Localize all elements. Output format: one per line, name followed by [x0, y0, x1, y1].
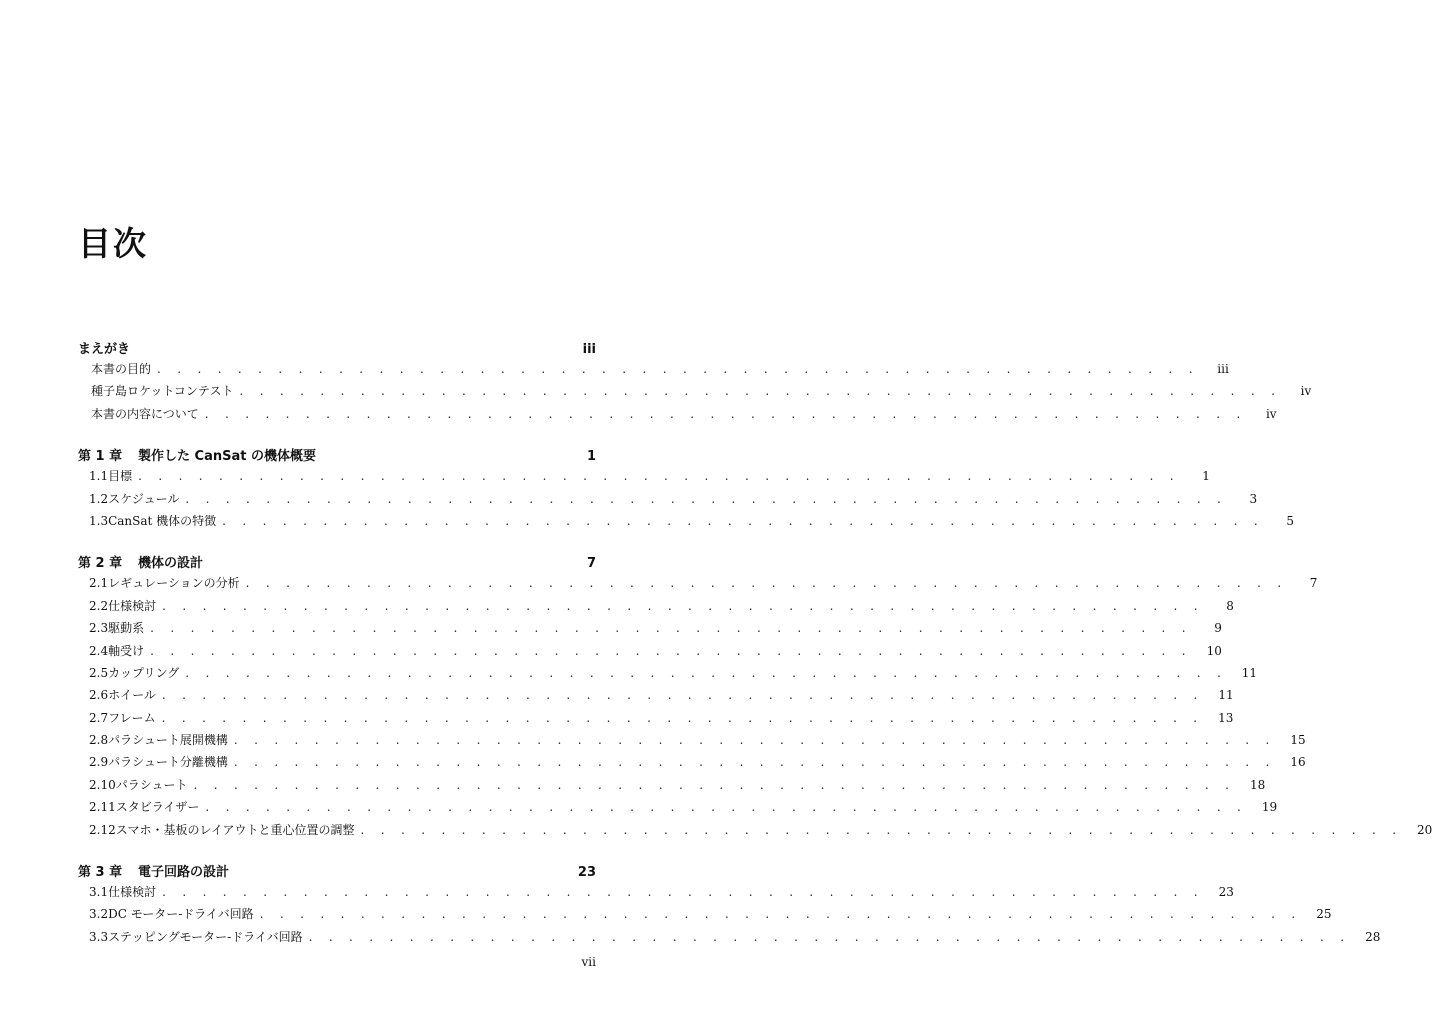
- toc-section-row[interactable]: [78, 619, 1222, 641]
- section-number: 1.1: [89, 469, 109, 484]
- section-number: 3.2: [89, 907, 109, 922]
- dot-leader: . . . . . . . . . . . . . . . . . . . . . . . . . . . . . . . . . . . . . . . . . . . . . . . . . . . .: [150, 621, 1192, 636]
- section-page: 13: [1218, 710, 1234, 725]
- section-title: スマホ・基板のレイアウトと重心位置の調整: [115, 822, 355, 837]
- section-title: 本書の目的: [91, 362, 152, 376]
- section-number: 2.10: [89, 777, 116, 792]
- section-title: DC モーター-ドライバ回路: [108, 907, 254, 922]
- section-page: 23: [1218, 885, 1234, 900]
- chapter-title: 電子回路の設計: [138, 865, 230, 881]
- section-title: 軸受け: [108, 643, 145, 658]
- toc-section-row[interactable]: [78, 360, 1229, 382]
- section-title: 本書の内容について: [91, 406, 199, 421]
- dot-leader: . . . . . . . . . . . . . . . . . . . . . . . . . . . . . . . . . . . . . . . . . . . . . . . . . . . .: [193, 777, 1236, 792]
- dot-leader: . . . . . . . . . . . . . . . . . . . . . . . . . . . . . . . . . . . . . . . . . . . . . . . . . . . .: [185, 491, 1228, 506]
- toc-section-row[interactable]: [78, 574, 1318, 596]
- section-number: 2.9: [89, 755, 109, 770]
- section-page: 11: [1218, 688, 1234, 703]
- table-of-contents: [78, 338, 1432, 968]
- section-number: 2.11: [89, 800, 116, 815]
- section-title: スケジュール: [108, 491, 180, 506]
- section-number: 2.8: [89, 733, 109, 748]
- chapter-page: iii: [582, 342, 596, 357]
- dot-leader: . . . . . . . . . . . . . . . . . . . . . . . . . . . . . . . . . . . . . . . . . . . . . . . . . . . .: [205, 800, 1248, 815]
- toc-section-row[interactable]: [78, 512, 1294, 534]
- section-page: iv: [1300, 384, 1312, 399]
- section-number: 2.6: [89, 688, 109, 703]
- section-title: 種子島ロケットコンテスト: [91, 384, 234, 399]
- section-number: 2.4: [89, 643, 109, 658]
- toc-section-row[interactable]: [78, 709, 1234, 731]
- toc-section-row[interactable]: [78, 664, 1258, 686]
- section-number: 3.3: [89, 929, 109, 944]
- toc-section-row[interactable]: [78, 467, 1210, 489]
- section-title: スタビライザー: [115, 800, 200, 815]
- section-title: CanSat 機体の特徴: [108, 513, 217, 528]
- section-page: 8: [1226, 598, 1234, 613]
- section-page: 5: [1286, 513, 1294, 528]
- section-page: 20: [1417, 822, 1432, 837]
- toc-section-row[interactable]: [78, 821, 1432, 843]
- dot-leader: . . . . . . . . . . . . . . . . . . . . . . . . . . . . . . . . . . . . . . . . . . . . . . . . . . . .: [239, 384, 1282, 399]
- dot-leader: . . . . . . . . . . . . . . . . . . . . . . . . . . . . . . . . . . . . . . . . . . . . . . . . . . . .: [245, 576, 1288, 591]
- section-page: 18: [1250, 777, 1266, 792]
- dot-leader: . . . . . . . . . . . . . . . . . . . . . . . . . . . . . . . . . . . . . . . . . . . . . . . . . . . .: [360, 822, 1403, 837]
- section-page: 3: [1249, 491, 1258, 506]
- section-page: 15: [1290, 733, 1306, 748]
- dot-leader: . . . . . . . . . . . . . . . . . . . . . . . . . . . . . . . . . . . . . . . . . . . . . . . . . . . .: [157, 362, 1199, 376]
- toc-section-row[interactable]: [78, 928, 1381, 950]
- toc-section-row[interactable]: [78, 490, 1258, 512]
- section-title: パラシュート: [115, 777, 188, 792]
- section-title: ステッピングモーター-ドライバ回路: [108, 929, 303, 944]
- toc-chapter: [78, 445, 1294, 534]
- toc-section-row[interactable]: [78, 597, 1234, 619]
- section-title: 目標: [108, 469, 133, 484]
- section-number: 1.3: [89, 513, 109, 528]
- section-number: 1.2: [89, 491, 109, 506]
- section-number: 2.5: [89, 665, 109, 680]
- chapter-title: まえがき: [78, 342, 131, 357]
- toc-chapter: [78, 552, 1432, 843]
- section-title: 仕様検討: [108, 885, 157, 900]
- section-page: 28: [1365, 929, 1381, 944]
- chapter-number: 第 1 章: [78, 449, 123, 465]
- toc-preface: [78, 338, 1312, 427]
- dot-leader: . . . . . . . . . . . . . . . . . . . . . . . . . . . . . . . . . . . . . . . . . . . . . . . . . . . .: [233, 733, 1276, 748]
- section-page: 25: [1316, 907, 1332, 922]
- section-number: 2.1: [89, 576, 109, 591]
- toc-chapter-row[interactable]: [78, 445, 596, 467]
- chapter-title: 機体の設計: [138, 556, 204, 572]
- toc-section-row[interactable]: [78, 776, 1266, 798]
- chapter-number: 第 3 章: [78, 865, 123, 881]
- toc-chapter: [78, 861, 1381, 950]
- section-page: 11: [1241, 665, 1258, 680]
- section-title: 駆動系: [108, 621, 145, 636]
- toc-section-row[interactable]: [78, 686, 1234, 708]
- chapter-page: 1: [586, 449, 596, 465]
- section-number: 2.2: [89, 598, 109, 613]
- toc-chapter-row[interactable]: [78, 338, 596, 360]
- dot-leader: . . . . . . . . . . . . . . . . . . . . . . . . . . . . . . . . . . . . . . . . . . . . . . . . . . . .: [259, 907, 1302, 922]
- chapter-page: 7: [586, 556, 596, 572]
- section-page: 19: [1261, 800, 1278, 815]
- dot-leader: . . . . . . . . . . . . . . . . . . . . . . . . . . . . . . . . . . . . . . . . . . . . . . . . . . . .: [161, 710, 1204, 725]
- section-page: iii: [1217, 362, 1229, 376]
- dot-leader: . . . . . . . . . . . . . . . . . . . . . . . . . . . . . . . . . . . . . . . . . . . . . . . . . . . .: [222, 513, 1264, 528]
- section-title: 仕様検討: [108, 598, 157, 613]
- dot-leader: . . . . . . . . . . . . . . . . . . . . . . . . . . . . . . . . . . . . . . . . . . . . . . . . . . . .: [138, 469, 1180, 484]
- dot-leader: . . . . . . . . . . . . . . . . . . . . . . . . . . . . . . . . . . . . . . . . . . . . . . . . . . . .: [162, 885, 1204, 900]
- chapter-title: 製作した CanSat の機体概要: [138, 449, 316, 465]
- toc-section-row[interactable]: [78, 905, 1332, 927]
- section-title: フレーム: [108, 710, 156, 725]
- section-page: 16: [1290, 755, 1306, 770]
- toc-section-row[interactable]: [78, 405, 1277, 427]
- dot-leader: . . . . . . . . . . . . . . . . . . . . . . . . . . . . . . . . . . . . . . . . . . . . . . . . . . . .: [150, 643, 1192, 658]
- section-page: iv: [1265, 406, 1277, 421]
- toc-section-row[interactable]: [78, 642, 1222, 664]
- dot-leader: . . . . . . . . . . . . . . . . . . . . . . . . . . . . . . . . . . . . . . . . . . . . . . . . . . . .: [162, 598, 1204, 613]
- toc-section-row[interactable]: [78, 753, 1306, 775]
- dot-leader: . . . . . . . . . . . . . . . . . . . . . . . . . . . . . . . . . . . . . . . . . . . . . . . . . . . .: [161, 688, 1204, 703]
- section-page: 9: [1214, 621, 1222, 636]
- section-title: パラシュート展開機構: [108, 733, 228, 748]
- section-number: 3.1: [89, 885, 109, 900]
- toc-chapter-row[interactable]: [78, 552, 596, 574]
- dot-leader: . . . . . . . . . . . . . . . . . . . . . . . . . . . . . . . . . . . . . . . . . . . . . . . . . . . .: [233, 755, 1276, 770]
- section-number: 2.12: [89, 822, 116, 837]
- section-title: レギュレーションの分析: [108, 576, 240, 591]
- dot-leader: . . . . . . . . . . . . . . . . . . . . . . . . . . . . . . . . . . . . . . . . . . . . . . . . . . . .: [308, 929, 1351, 944]
- dot-leader: . . . . . . . . . . . . . . . . . . . . . . . . . . . . . . . . . . . . . . . . . . . . . . . . . . . .: [185, 665, 1228, 680]
- toc-chapter-row[interactable]: [78, 861, 596, 883]
- section-title: ホイール: [108, 688, 156, 703]
- dot-leader: . . . . . . . . . . . . . . . . . . . . . . . . . . . . . . . . . . . . . . . . . . . . . . . . . . . .: [204, 406, 1247, 421]
- section-number: 2.7: [89, 710, 109, 725]
- toc-section-row[interactable]: [78, 883, 1234, 905]
- page-title: 目次: [78, 224, 148, 263]
- section-page: 7: [1309, 576, 1318, 591]
- page-number: vii: [581, 955, 596, 969]
- section-number: 2.3: [89, 621, 109, 636]
- toc-section-row[interactable]: [78, 731, 1306, 753]
- section-title: パラシュート分離機構: [108, 755, 228, 770]
- section-page: 1: [1202, 469, 1210, 484]
- section-page: 10: [1206, 643, 1222, 658]
- chapter-number: 第 2 章: [78, 556, 123, 572]
- toc-section-row[interactable]: [78, 798, 1278, 820]
- toc-section-row[interactable]: [78, 382, 1312, 404]
- chapter-page: 23: [577, 865, 596, 881]
- section-title: カップリング: [108, 665, 180, 680]
